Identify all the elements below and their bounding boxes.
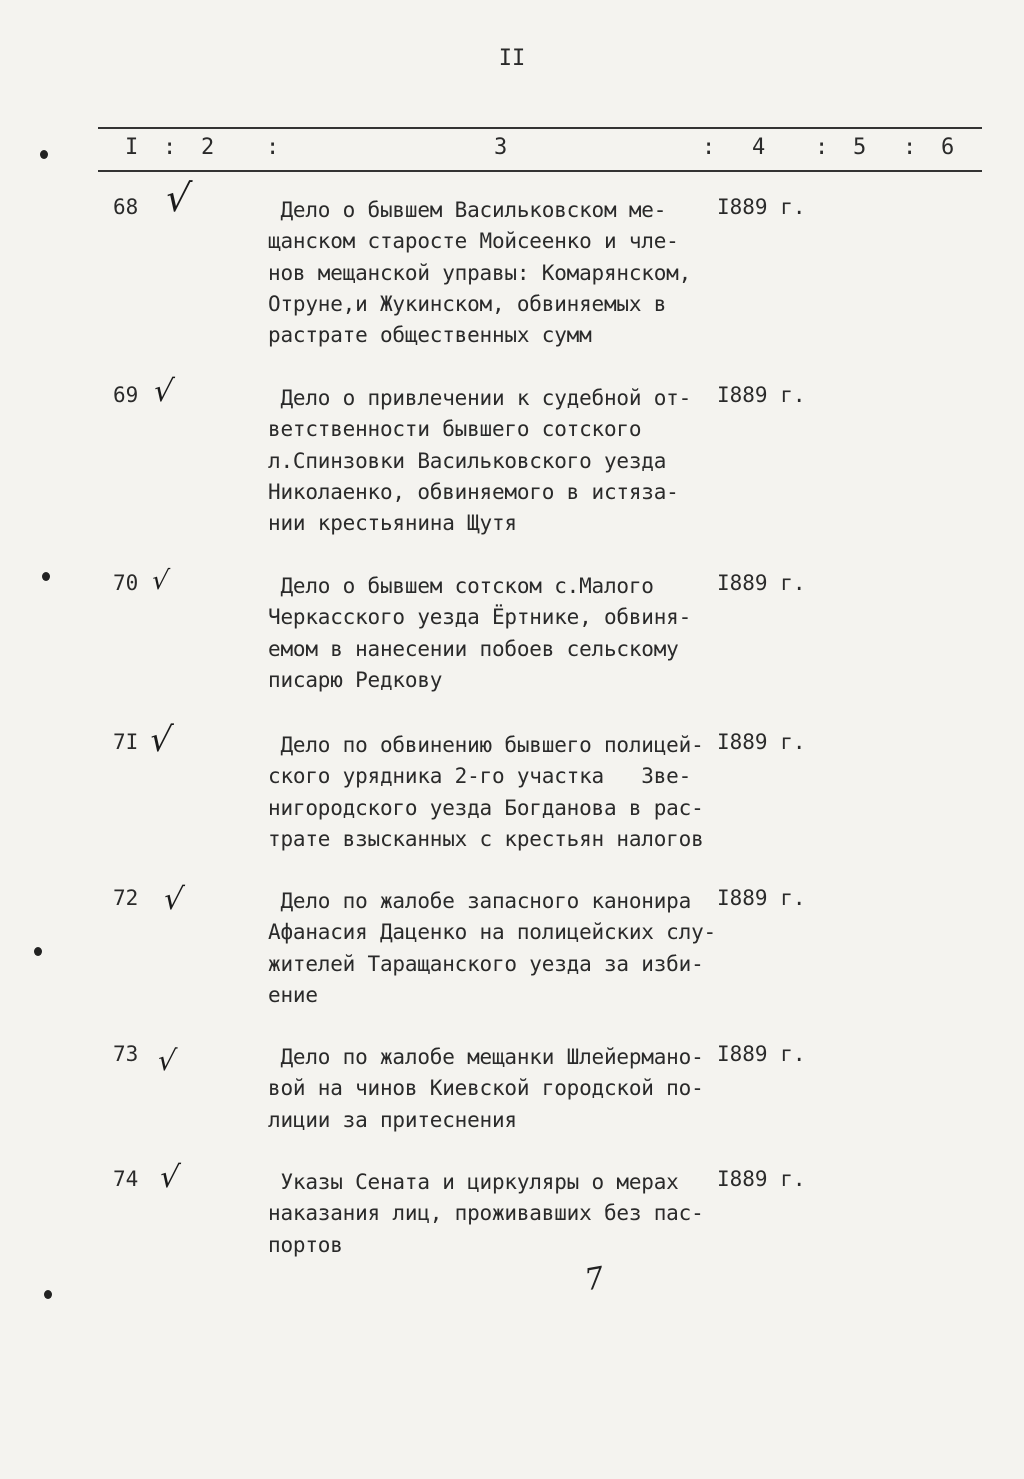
handwritten-note: 7 xyxy=(582,1260,607,1299)
entry-number: 69 xyxy=(113,383,139,407)
punch-hole-icon xyxy=(44,1290,52,1299)
punch-hole-icon xyxy=(40,150,48,159)
header-top-rule xyxy=(98,127,982,129)
entry-date: I889 г. xyxy=(717,1167,806,1191)
entry-number: 7I xyxy=(113,730,139,754)
entry-description: Дело по обвинению бывшего полицей- ского урядника 2-го участка Зве- нигородского уезда Богданова в рас- трате взысканных с крестьян налогов xyxy=(268,733,704,851)
column-separator: : xyxy=(163,135,177,160)
entry-description: Дело по жалобе запасного канонира Афанасия Даценко на полицейских слу- жителей Таращанского уезда за изби- ение xyxy=(268,889,716,1007)
check-mark-icon: √ xyxy=(161,882,186,917)
column-separator: : xyxy=(903,135,917,160)
header-bottom-rule xyxy=(98,170,982,172)
entry-date: I889 г. xyxy=(717,195,806,219)
entry-description: Дело о привлечении к судебной от- ветственности бывшего сотского л.Спинзовки Васильковского уезда Николаенко, обвиняемого в истяза- нии крестьянина Щутя xyxy=(268,386,692,536)
column-separator: : xyxy=(702,135,716,160)
column-header-1: I xyxy=(125,135,139,160)
page-number: II xyxy=(498,46,526,71)
punch-hole-icon xyxy=(34,947,42,956)
entry-date: I889 г. xyxy=(717,1042,806,1066)
entry-date: I889 г. xyxy=(717,886,806,910)
column-header-2: 2 xyxy=(201,135,215,160)
column-header-3: 3 xyxy=(494,135,508,160)
entry-date: I889 г. xyxy=(717,571,806,595)
entry-description: Указы Сената и циркуляры о мерах наказания лиц, проживавших без пас- портов xyxy=(268,1170,704,1257)
entry-number: 68 xyxy=(113,195,139,219)
check-mark-icon: √ xyxy=(162,176,194,220)
entry-date: I889 г. xyxy=(717,383,806,407)
column-header-4: 4 xyxy=(752,135,766,160)
column-header-5: 5 xyxy=(853,135,867,160)
column-header-6: 6 xyxy=(941,135,955,160)
entry-date: I889 г. xyxy=(717,730,806,754)
punch-hole-icon xyxy=(42,572,50,581)
check-mark-icon: √ xyxy=(151,374,176,409)
entry-description: Дело по жалобе мещанки Шлейермано- вой на чинов Киевской городской по- лиции за притеснения xyxy=(268,1045,704,1132)
entry-description: Дело о бывшем Васильковском ме- щанском старосте Мойсеенко и чле- нов мещанской управы: Комарянском, Отруне,и Жукинском, обвиняемых в растрате общественных сумм xyxy=(268,198,692,348)
entry-number: 70 xyxy=(113,571,139,595)
check-mark-icon: √ xyxy=(147,720,175,760)
check-mark-icon: √ xyxy=(155,1044,179,1077)
check-mark-icon: √ xyxy=(157,1160,182,1195)
column-separator: : xyxy=(266,135,280,160)
entry-number: 74 xyxy=(113,1167,139,1191)
column-separator: : xyxy=(815,135,829,160)
entry-number: 73 xyxy=(113,1042,139,1066)
entry-description: Дело о бывшем сотском с.Малого Черкасского уезда Ёртнике, обвиня- емом в нанесении побоев сельскому писарю Редкову xyxy=(268,574,692,692)
entry-number: 72 xyxy=(113,886,139,910)
check-mark-icon: √ xyxy=(149,566,171,596)
